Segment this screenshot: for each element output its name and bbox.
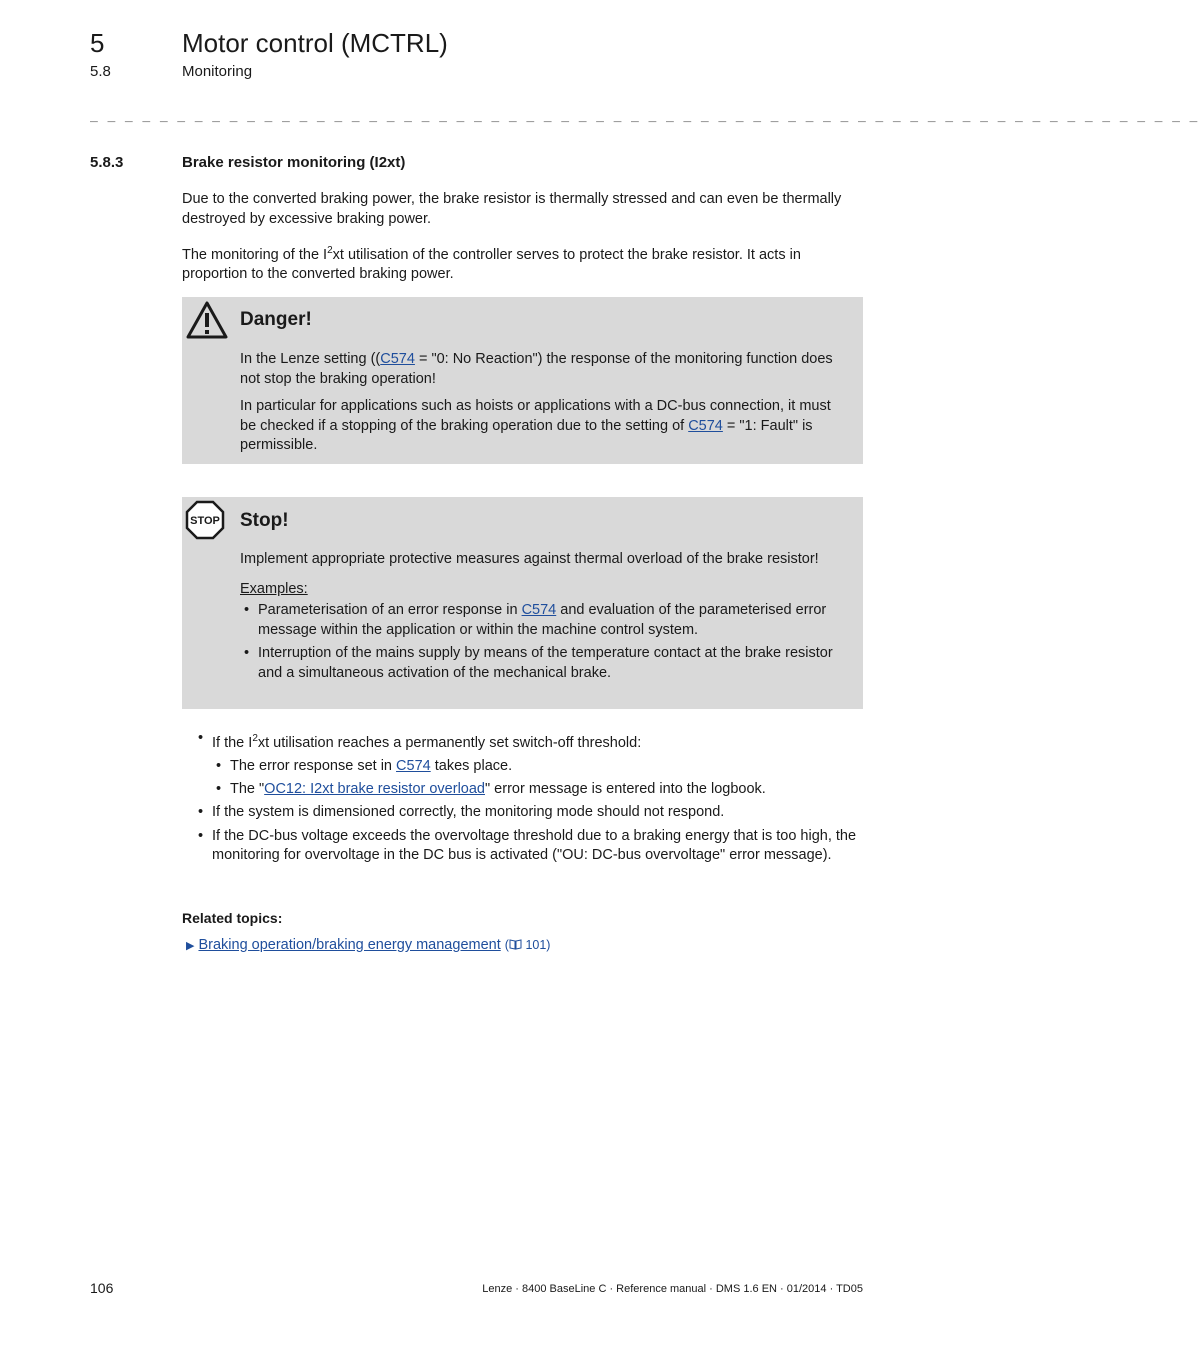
c574-link[interactable]: C574 <box>396 758 431 775</box>
stop-sign-icon <box>185 500 225 545</box>
stop-body <box>240 550 850 687</box>
list-item: • If the DC-bus voltage exceeds the overvoltage threshold due to a braking energy that is too high, the monitoring for overvoltage in the DC bus is activated ("OU: DC-bus overvoltage" error message). <box>194 827 864 866</box>
danger-heading: Danger! <box>240 309 312 330</box>
related-topic-item <box>186 937 550 953</box>
examples-label: Examples: <box>240 580 308 597</box>
c574-link[interactable]: C574 <box>521 602 557 618</box>
danger-body <box>240 350 850 464</box>
page-reference[interactable]: ( 101) <box>504 938 551 952</box>
danger-paragraph-1: In the Lenze setting ((C574 = "0: No Reaction") the response of the monitoring function does not stop the braking operation! <box>240 351 833 387</box>
subsection-number: 5.8.3 <box>90 154 124 171</box>
header-separator: _ _ _ _ _ _ _ _ _ _ _ _ _ _ _ _ _ _ _ _ _ _ _ _ _ _ _ _ _ _ _ _ _ _ _ _ _ _ _ _ _ _ _ _ _ _ _ _ _ _ _ _ _ _ _ _ _ _ _ _ _ _ _ _ <box>90 108 1198 123</box>
subsection-title: Brake resistor monitoring (I2xt) <box>182 154 406 171</box>
section-title: Monitoring <box>182 63 253 80</box>
book-icon <box>509 938 522 952</box>
chapter-number: 5 <box>90 28 105 58</box>
chapter-title: Motor control (MCTRL) <box>182 28 448 58</box>
list-item: • Parameterisation of an error response in C574 and evaluation of the parameterised error message within the application or within the machine control system. <box>240 601 850 640</box>
stop-box <box>182 497 863 709</box>
svg-text:STOP: STOP <box>190 515 220 527</box>
list-item: • If the $I^2xt$ utilisation reaches a permanently set switch-off threshold: • The error response set in C574 takes place. • The "OC12: I2xt brake resistor overload" error message is entered into the logbook. <box>194 729 864 799</box>
warning-triangle-icon <box>185 300 229 345</box>
c574-link[interactable]: C574 <box>380 351 415 367</box>
page-number: 106 <box>90 1280 114 1296</box>
intro-paragraph-1: Due to the converted braking power, the brake resistor is thermally stressed and can even be thermally destroyed by excessive braking power. <box>182 191 842 227</box>
danger-paragraph-2: In particular for applications such as hoists or applications with a DC-bus connection, it must be checked if a stopping of the braking operation due to the setting of C574 = "1: Fault" is permissible. <box>240 398 831 453</box>
list-item: • Interruption of the mains supply by means of the temperature contact at the brake resistor and a simultaneous activation of the mechanical brake. <box>240 644 850 683</box>
sub-bullet-list <box>212 757 864 799</box>
document-info: Lenze · 8400 BaseLine C · Reference manual · DMS 1.6 EN · 01/2014 · TD05 <box>482 1283 863 1295</box>
section-number: 5.8 <box>90 63 111 80</box>
related-topics-label: Related topics: <box>182 910 283 926</box>
list-item: • If the system is dimensioned correctly, the monitoring mode should not respond. <box>194 803 864 823</box>
oc12-error-link[interactable]: OC12: I2xt brake resistor overload <box>264 780 485 797</box>
list-item: • The "OC12: I2xt brake resistor overload" error message is entered into the logbook. <box>212 780 864 800</box>
list-item: • The error response set in C574 takes place. <box>212 757 864 777</box>
stop-paragraph: Implement appropriate protective measures against thermal overload of the brake resistor! <box>240 551 819 567</box>
danger-box <box>182 297 863 464</box>
braking-operation-link[interactable]: Braking operation/braking energy management <box>198 937 501 953</box>
intro-paragraph-2: The monitoring of the $I^2xt$ utilisation of the controller serves to protect the brake resistor. It acts in proportion to the converted braking power. <box>182 245 801 283</box>
c574-link[interactable]: C574 <box>688 417 723 434</box>
main-bullet-list <box>194 729 864 870</box>
stop-heading: Stop! <box>240 510 289 531</box>
examples-list <box>240 601 850 683</box>
arrow-right-icon: ▶ <box>186 940 195 952</box>
